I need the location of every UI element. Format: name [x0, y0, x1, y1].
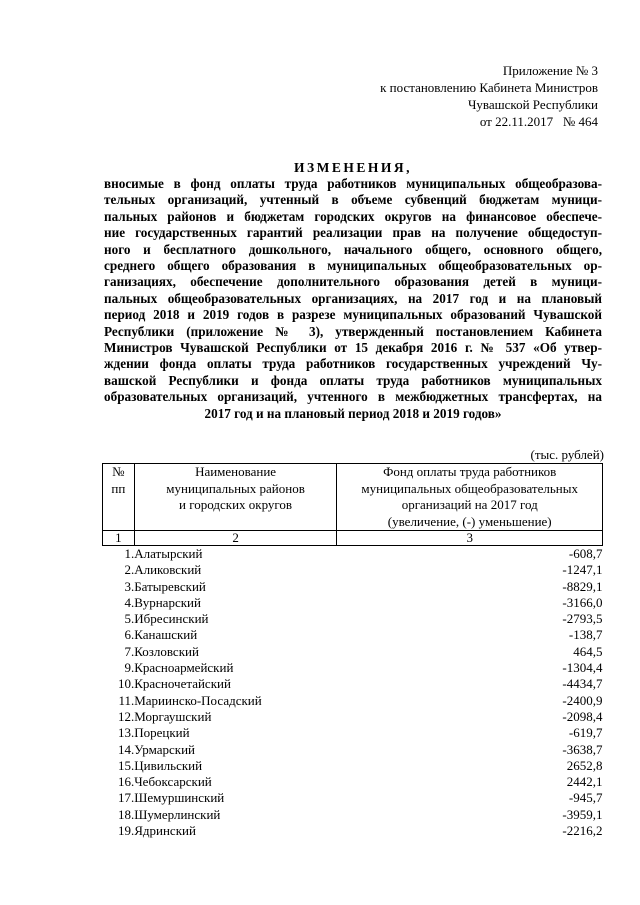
municipality-name: Ибресинский — [134, 611, 209, 627]
municipality-name: Цивильский — [134, 757, 203, 773]
row-number: 19. — [117, 823, 135, 839]
municipality-name: Мариинско-Посадский — [134, 692, 262, 708]
heading-line: вашской Республики и фонда оплаты труда работников муниципальных — [104, 372, 602, 388]
table-row — [103, 579, 603, 595]
row-number: 7. — [124, 643, 135, 659]
table-row — [103, 562, 603, 578]
row-number: 12. — [117, 708, 135, 724]
table-row — [103, 709, 603, 725]
row-number: 5. — [124, 611, 135, 627]
wage-fund-change: -2793,5 — [562, 611, 603, 627]
wage-fund-change: -1304,4 — [562, 660, 603, 676]
row-number: 15. — [117, 757, 135, 773]
column-number: 1 — [103, 531, 135, 546]
heading-line: образовательных организаций, учтенного в межбюджетных трансфертах, на — [104, 389, 602, 405]
heading-line: среднего общего образования в муниципальных общеобразовательных ор- — [104, 258, 602, 274]
changes-table — [102, 463, 603, 839]
wage-fund-change: -4434,7 — [562, 676, 603, 692]
heading-line: Министров Чувашской Республики от 15 декабря 2016 г. № 537 «Об утвер- — [104, 340, 602, 356]
row-number: 10. — [117, 676, 135, 692]
table-row — [103, 660, 603, 676]
municipality-name: Шемуршинский — [134, 790, 225, 806]
wage-fund-change: 464,5 — [573, 643, 603, 659]
column-number: 2 — [134, 531, 337, 546]
municipality-name: Чебоксарский — [134, 774, 212, 790]
municipality-name: Порецкий — [134, 725, 190, 741]
municipality-name: Канашский — [134, 627, 198, 643]
heading-line: Республики (приложение № 3), утвержденный постановлением Кабинета — [104, 323, 602, 339]
table-row — [103, 807, 603, 823]
table-row — [103, 742, 603, 758]
appendix-number: Приложение № 3 — [502, 63, 598, 78]
municipality-name: Аликовский — [134, 562, 202, 578]
row-number: 2. — [124, 562, 135, 578]
wage-fund-change: -3638,7 — [562, 741, 603, 757]
table-row — [103, 758, 603, 774]
table-row — [103, 676, 603, 692]
units-label: (тыс. рублей) — [530, 447, 604, 462]
row-number: 6. — [124, 627, 135, 643]
wage-fund-change: -945,7 — [568, 790, 603, 806]
municipality-name: Моргаушский — [134, 708, 212, 724]
row-number: 4. — [124, 594, 135, 610]
table-row — [103, 546, 603, 563]
row-number: 18. — [117, 806, 135, 822]
document-heading — [104, 176, 602, 422]
municipality-name: Ядринский — [134, 823, 196, 839]
heading-line: 2017 год и на плановый период 2018 и 2019 годов» — [204, 405, 502, 421]
wage-fund-change: -8829,1 — [562, 578, 603, 594]
row-number: 13. — [117, 725, 135, 741]
table-header-row — [103, 464, 603, 531]
table-row — [103, 823, 603, 839]
wage-fund-change: -3959,1 — [562, 806, 603, 822]
row-number: 16. — [117, 774, 135, 790]
row-number: 9. — [124, 660, 135, 676]
document-title: ИЗМЕНЕНИЯ, — [293, 160, 412, 175]
heading-line: вносимые в фонд оплаты труда работников муниципальных общеобразова- — [104, 176, 602, 191]
table-body — [103, 546, 603, 840]
heading-line: пальных общеобразовательных организациях, на 2017 год и на плановый — [104, 290, 602, 306]
wage-fund-change: -2216,2 — [562, 823, 603, 839]
header-municipality: Наименование муниципальных районов и городских округов — [134, 464, 337, 531]
municipality-name: Урмарский — [134, 741, 195, 757]
heading-line: пальных районов и бюджетам городских округов на финансовое обеспече- — [104, 208, 602, 224]
appendix-resolution: к постановлению Кабинета Министров — [380, 80, 598, 95]
table-row — [103, 693, 603, 709]
municipality-name: Красночетайский — [134, 676, 231, 692]
table-row — [103, 627, 603, 643]
row-number: 11. — [118, 692, 135, 708]
appendix-date: от 22.11.2017 № 464 — [479, 114, 598, 129]
wage-fund-change: -1247,1 — [562, 562, 603, 578]
wage-fund-change: 2652,8 — [566, 757, 603, 773]
heading-line: ждении фонда оплаты труда работников государственных учреждений Чу- — [104, 356, 602, 372]
column-number-row — [103, 531, 603, 546]
municipality-name: Козловский — [134, 643, 199, 659]
wage-fund-change: 2442,1 — [566, 774, 603, 790]
municipality-name: Батыревский — [134, 578, 206, 594]
heading-line: ганизациях, обеспечение дополнительного образования детей в муници- — [104, 274, 602, 290]
municipality-name: Шумерлинский — [134, 806, 221, 822]
row-number: 1. — [124, 546, 135, 561]
appendix-reference — [330, 62, 598, 130]
table-row — [103, 790, 603, 806]
wage-fund-change: -3166,0 — [562, 594, 603, 610]
wage-fund-change: -2098,4 — [562, 708, 603, 724]
municipality-name: Красноармейский — [134, 660, 234, 676]
table-row — [103, 611, 603, 627]
wage-fund-change: -2400,9 — [562, 692, 603, 708]
heading-line: ного и бесплатного дошкольного, начального общего, основного общего, — [104, 241, 602, 257]
table-row — [103, 725, 603, 741]
column-number: 3 — [337, 531, 603, 546]
wage-fund-change: -619,7 — [568, 725, 603, 741]
municipality-name: Алатырский — [134, 546, 203, 561]
header-wage-fund: Фонд оплаты труда работников муниципальных общеобразовательных организаций на 2017 год (увеличение, (-) уменьшение) — [337, 464, 603, 531]
header-number: № пп — [103, 464, 135, 531]
wage-fund-change: -138,7 — [568, 627, 603, 643]
table-row — [103, 644, 603, 660]
row-number: 14. — [117, 741, 135, 757]
heading-line: тельных организаций, учтенный в объеме субвенций бюджетам муници- — [104, 192, 602, 208]
heading-line: период 2018 и 2019 годов в разрезе муниципальных образований Чувашской — [104, 307, 602, 323]
table-row — [103, 595, 603, 611]
appendix-republic: Чувашской Республики — [467, 97, 598, 112]
row-number: 3. — [124, 578, 135, 594]
wage-fund-change: -608,7 — [568, 546, 603, 561]
municipality-name: Вурнарский — [134, 594, 201, 610]
row-number: 17. — [117, 790, 135, 806]
heading-line: ние государственных гарантий реализации прав на получение общедоступ- — [104, 225, 602, 241]
table-row — [103, 774, 603, 790]
